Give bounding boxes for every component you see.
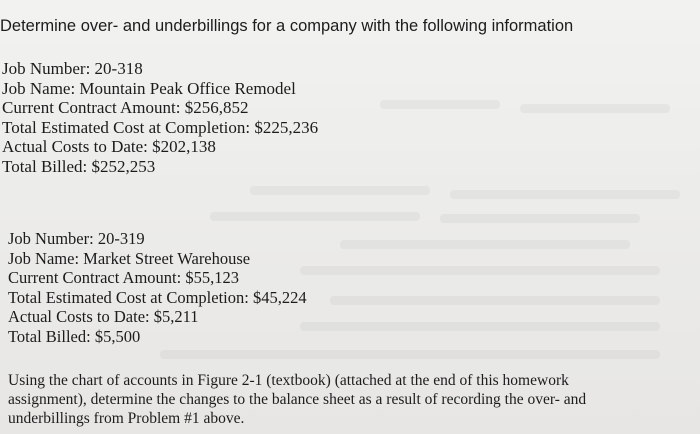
job-name: Job Name: Market Street Warehouse — [8, 248, 251, 268]
job-number: Job Number: 20-318 — [2, 59, 143, 78]
total-billed: Total Billed: $5,500 — [8, 326, 141, 346]
job-number: Job Number: 20-319 — [8, 229, 145, 248]
actual-costs: Actual Costs to Date: $202,138 — [2, 137, 216, 156]
instructions-paragraph — [8, 371, 688, 428]
instructions-line: Using the chart of accounts in Figure 2-1 (textbook) (attached at the end of this homework — [8, 372, 569, 389]
estimated-cost: Total Estimated Cost at Completion: $225,236 — [2, 117, 319, 137]
page-heading: Determine over- and underbillings for a company with the following information — [0, 17, 574, 35]
job-20-319-details — [8, 229, 307, 346]
estimated-cost: Total Estimated Cost at Completion: $45,224 — [8, 287, 307, 307]
contract-amount: Current Contract Amount: $256,852 — [2, 98, 249, 117]
job-name: Job Name: Mountain Peak Office Remodel — [2, 78, 296, 98]
job-20-318-details — [2, 59, 318, 176]
instructions-line: assignment), determine the changes to the balance sheet as a result of recording the over- and — [8, 391, 587, 408]
contract-amount: Current Contract Amount: $55,123 — [8, 268, 239, 287]
total-billed: Total Billed: $252,253 — [2, 156, 156, 176]
instructions-line: underbillings from Problem #1 above. — [8, 410, 245, 427]
actual-costs: Actual Costs to Date: $5,211 — [8, 307, 199, 326]
